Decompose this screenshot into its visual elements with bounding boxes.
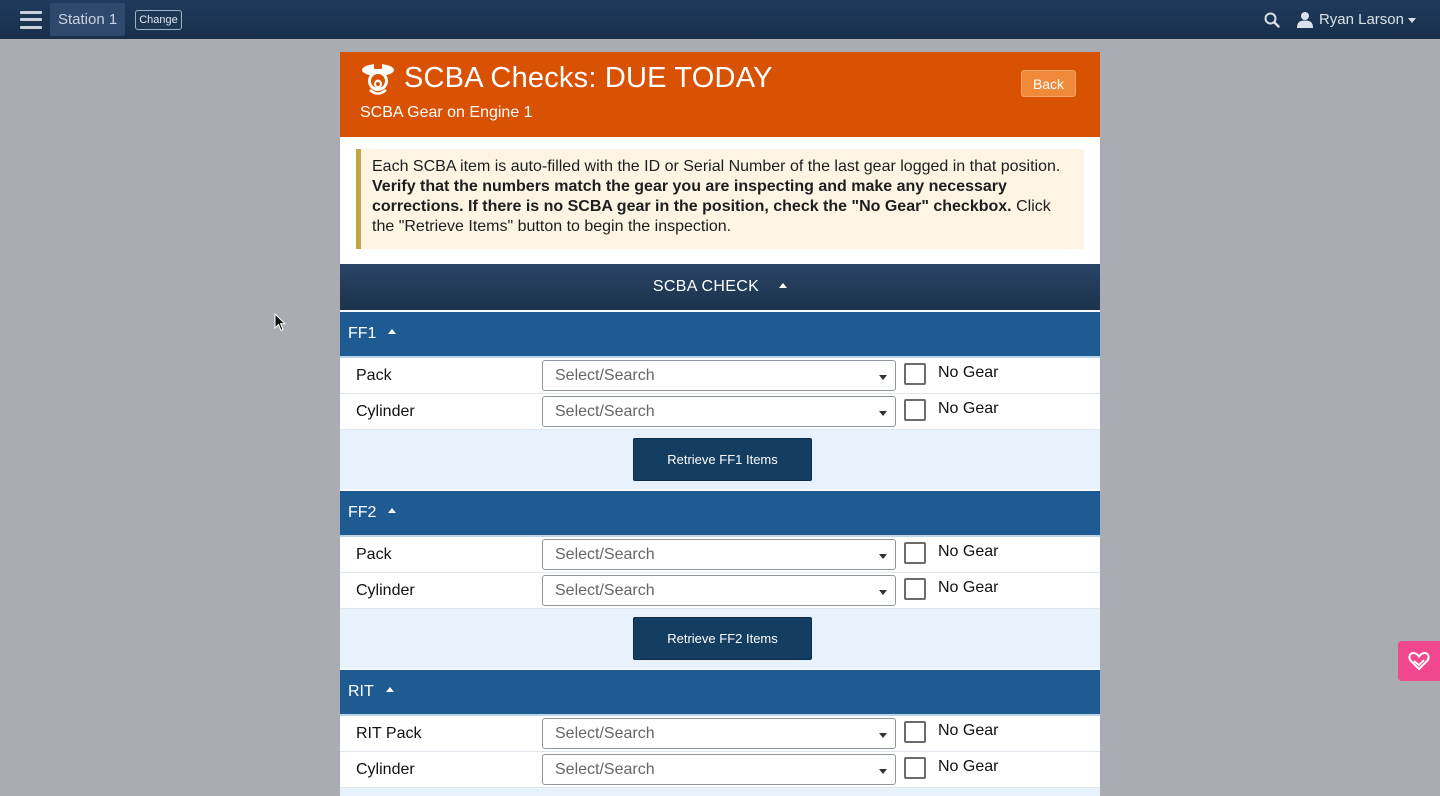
top-navbar xyxy=(0,0,1440,39)
dropdown-arrow-icon xyxy=(879,375,887,380)
section-title: SCBA CHECK xyxy=(652,278,760,295)
notice-text-bold: Verify that the numbers match the gear you are inspecting and make any necessary corrections. If there is no SCBA gear in the position, check the "No Gear" checkbox. xyxy=(372,178,1012,215)
search-icon[interactable] xyxy=(1263,11,1281,29)
mouse-cursor-icon xyxy=(274,313,286,332)
gear-select[interactable] xyxy=(542,396,896,427)
gear-row xyxy=(340,537,1100,573)
no-gear-checkbox[interactable] xyxy=(904,721,926,743)
main-panel xyxy=(340,52,1100,796)
gear-label: Pack xyxy=(356,545,392,563)
gear-label: Cylinder xyxy=(356,581,415,599)
page-subtitle: SCBA Gear on Engine 1 xyxy=(360,104,533,121)
hamburger-menu-icon[interactable] xyxy=(20,11,42,29)
station-name[interactable]: Station 1 xyxy=(50,3,125,36)
gear-select[interactable] xyxy=(542,539,896,570)
dropdown-arrow-icon xyxy=(879,554,887,559)
no-gear-option[interactable] xyxy=(904,542,999,564)
scba-check-section-header[interactable] xyxy=(340,264,1100,310)
user-icon xyxy=(1297,11,1313,28)
chevron-up-icon xyxy=(388,329,396,334)
page-header xyxy=(340,52,1100,137)
select-placeholder: Select/Search xyxy=(555,366,655,384)
gear-row xyxy=(340,394,1100,430)
no-gear-label: No Gear xyxy=(938,399,999,417)
dropdown-arrow-icon xyxy=(879,733,887,738)
dropdown-arrow-icon xyxy=(879,590,887,595)
page-title: SCBA Checks: DUE TODAY xyxy=(404,62,773,94)
user-menu[interactable] xyxy=(1297,11,1416,28)
user-name: Ryan Larson xyxy=(1318,11,1404,28)
gear-label: Cylinder xyxy=(356,760,415,778)
no-gear-label: No Gear xyxy=(938,363,999,381)
no-gear-checkbox[interactable] xyxy=(904,757,926,779)
gear-select[interactable] xyxy=(542,360,896,391)
dropdown-arrow-icon xyxy=(879,769,887,774)
no-gear-option[interactable] xyxy=(904,399,999,421)
retrieve-items-button[interactable]: Retrieve FF1 Items xyxy=(633,438,812,481)
chevron-down-icon xyxy=(1408,18,1416,23)
notice-container xyxy=(340,137,1100,264)
group-title: RIT xyxy=(348,683,374,700)
no-gear-checkbox[interactable] xyxy=(904,542,926,564)
no-gear-option[interactable] xyxy=(904,363,999,385)
heart-hand-icon xyxy=(1408,651,1430,671)
feedback-tab[interactable] xyxy=(1398,641,1440,681)
chevron-up-icon xyxy=(388,508,396,513)
gear-row xyxy=(340,716,1100,752)
no-gear-option[interactable] xyxy=(904,721,999,743)
no-gear-checkbox[interactable] xyxy=(904,578,926,600)
select-placeholder: Select/Search xyxy=(555,760,655,778)
no-gear-label: No Gear xyxy=(938,542,999,560)
instructions-notice xyxy=(356,149,1084,249)
gear-select[interactable] xyxy=(542,575,896,606)
back-button[interactable]: Back xyxy=(1021,70,1076,97)
chevron-up-icon xyxy=(779,283,787,288)
gear-row xyxy=(340,358,1100,394)
firefighter-logo-icon xyxy=(359,59,397,97)
group-title: FF2 xyxy=(348,504,377,521)
gear-label: RIT Pack xyxy=(356,724,422,742)
no-gear-label: No Gear xyxy=(938,721,999,739)
group-header-ff2[interactable] xyxy=(340,491,1100,537)
retrieve-area xyxy=(340,430,1100,489)
notice-text-1: Each SCBA item is auto-filled with the ID or Serial Number of the last gear logged in that position. xyxy=(372,158,1061,175)
no-gear-checkbox[interactable] xyxy=(904,363,926,385)
change-station-button[interactable]: Change xyxy=(135,10,182,30)
select-placeholder: Select/Search xyxy=(555,402,655,420)
chevron-up-icon xyxy=(386,687,394,692)
gear-select[interactable] xyxy=(542,754,896,785)
gear-row xyxy=(340,573,1100,609)
no-gear-label: No Gear xyxy=(938,578,999,596)
no-gear-label: No Gear xyxy=(938,757,999,775)
group-header-ff1[interactable] xyxy=(340,312,1100,358)
gear-label: Cylinder xyxy=(356,402,415,420)
no-gear-checkbox[interactable] xyxy=(904,399,926,421)
retrieve-area xyxy=(340,609,1100,668)
groups-container xyxy=(340,312,1100,796)
gear-row xyxy=(340,752,1100,788)
select-placeholder: Select/Search xyxy=(555,724,655,742)
group-header-rit[interactable] xyxy=(340,670,1100,716)
gear-label: Pack xyxy=(356,366,392,384)
dropdown-arrow-icon xyxy=(879,411,887,416)
no-gear-option[interactable] xyxy=(904,757,999,779)
select-placeholder: Select/Search xyxy=(555,581,655,599)
group-title: FF1 xyxy=(348,325,377,342)
select-placeholder: Select/Search xyxy=(555,545,655,563)
no-gear-option[interactable] xyxy=(904,578,999,600)
gear-select[interactable] xyxy=(542,718,896,749)
notice-text-2: Click the "Retrieve Items" button to begin the inspection. xyxy=(372,198,1051,235)
retrieve-items-button[interactable]: Retrieve FF2 Items xyxy=(633,617,812,660)
retrieve-area xyxy=(340,788,1100,796)
